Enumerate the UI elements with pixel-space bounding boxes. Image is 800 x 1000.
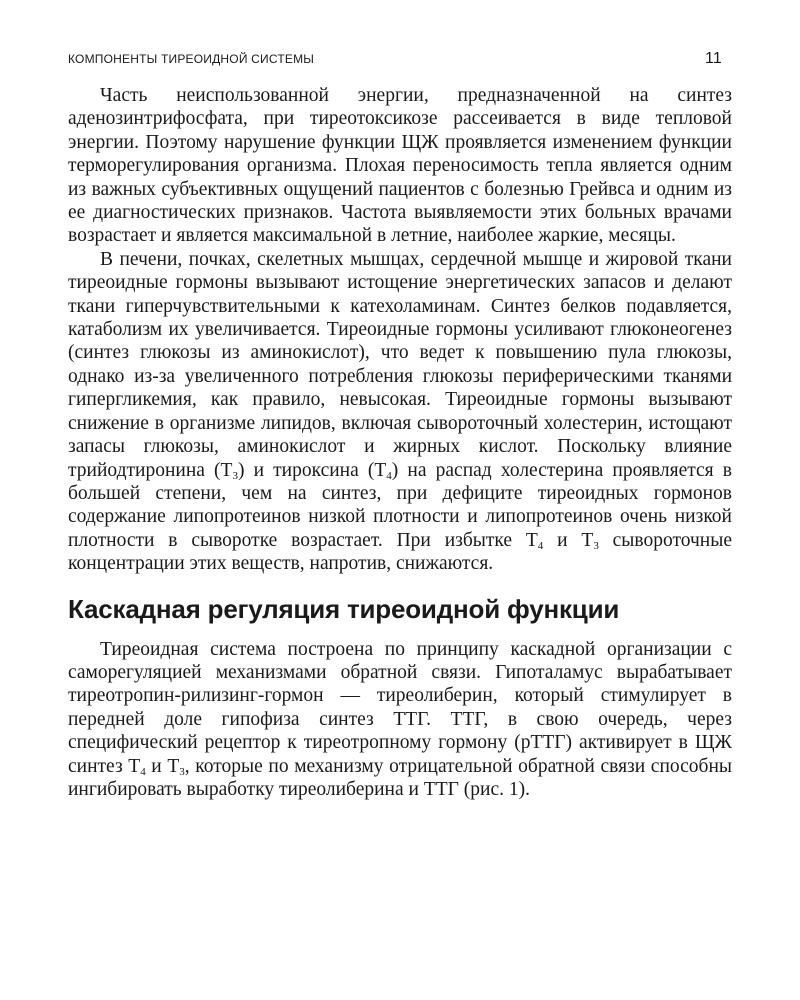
subscript: 3 [232, 469, 238, 482]
paragraph-cascade-regulation [68, 638, 732, 802]
paragraph-text-segment: , которые по механизму отрицательной обратной связи способны ингибировать выработку тиреолиберина и ТТГ (рис. 1). [68, 755, 732, 800]
paragraph-text-segment: сывороточные концентрации этих веществ, напротив, снижаются. [68, 529, 732, 575]
subscript: 3 [179, 765, 185, 778]
paragraph-text-segment: и Т [145, 755, 180, 777]
paragraph-thermoregulation: Часть неиспользованной энергии, предназначенной на синтез аденозинтрифосфата, при тиреотоксикозе рассеивается в виде тепловой энергии. Поэтому нарушение функции ЩЖ проявляется изменением функции терморегулирования организма. Плохая переносимость тепла является одним из важных субъективных ощущений пациентов с болезнью Грейвса и одним из ее диагностических признаков. Частота выявляемости этих больных врачами возрастает и является максимальной в летние, наиболее жаркие, месяцы. [68, 85, 732, 247]
paragraph-text-segment: ) и тироксина (Т [237, 459, 387, 481]
paragraph-text-segment: и Т [543, 529, 594, 551]
paragraph-text-segment: В печени, почках, скелетных мышцах, сердечной мышце и жировой ткани тиреоидные гормоны вызывают истощение энергетических запасов и делают ткани гиперчувствительными к катехоламинам. Синтез белков подавляется, катаболизм их увеличивается. Тиреоидные гормоны усиливают глюконеогенез (синтез глюкозы из аминокислот), что ведет к повышению пула глюкозы, однако из-за увеличенного потребления глюкозы периферическими тканями гипергликемия, как правило, невысокая. Тиреоидные гормоны вызывают снижение в организме липидов, включая сывороточный холестерин, истощают запасы глюкозы, аминокислот и жирных кислот. Поскольку влияние трийодтиронина (Т [68, 248, 732, 481]
subscript: 4 [140, 765, 146, 778]
section-heading: Каскадная регуляция тиреоидной функции [68, 593, 620, 624]
paragraph-text-segment: ) на распад холестерина проявляется в большей степени, чем на синтез, при дефиците тиреоидных гормонов содержание липопротеинов низкой плотности и липопротеинов очень низкой плотности в сыворотке возрастает. При избытке Т [68, 459, 732, 551]
subscript: 4 [386, 469, 392, 482]
paragraph-metabolism [68, 248, 732, 576]
running-header [68, 50, 732, 70]
book-page [68, 50, 732, 801]
paragraph-text-segment: Тиреоидная система построена по принципу каскадной организации с саморегуляцией механизмами обратной связи. Гипоталамус вырабатывает тиреотропин-рилизинг-гормон — тиреолиберин, который стимулирует в передней доле гипофиза синтез ТТГ. ТТГ, в свою очередь, через специфический рецептор к тиреотропному гормону (рТТГ) активирует в ЩЖ синтез Т [68, 638, 732, 777]
page-number: 11 [704, 50, 722, 67]
subscript: 3 [593, 539, 599, 552]
subscript: 4 [537, 539, 544, 552]
running-title: КОМПОНЕНТЫ ТИРЕОИДНОЙ СИСТЕМЫ [68, 52, 315, 66]
